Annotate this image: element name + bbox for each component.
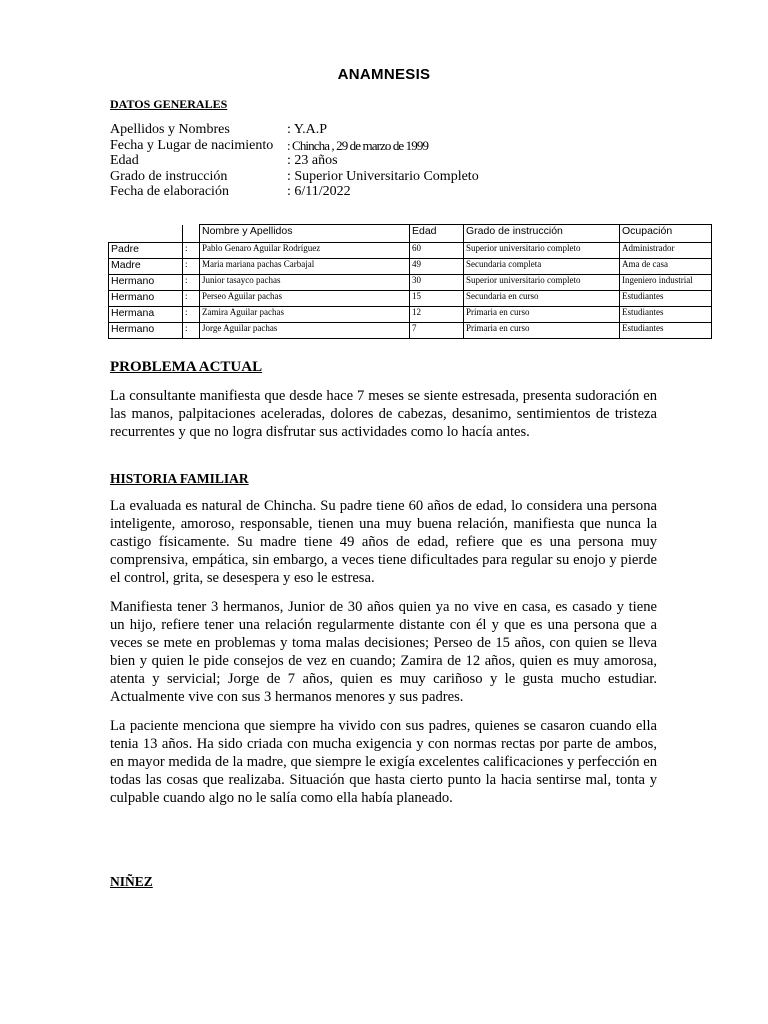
cell-age: 7	[410, 323, 464, 339]
info-label: Fecha de elaboración	[110, 184, 229, 199]
datos-generales-heading: DATOS GENERALES	[110, 97, 228, 111]
info-value: : 23 años	[287, 153, 338, 168]
cell-separator: :	[183, 275, 200, 291]
cell-name: Zamira Aguilar pachas	[200, 307, 410, 323]
table-header-row	[109, 225, 712, 243]
cell-name: Jorge Aguilar pachas	[200, 323, 410, 339]
info-value: : Chincha , 29 de marzo de 1999	[287, 138, 429, 153]
cell-ocupacion: Estudiantes	[620, 307, 712, 323]
cell-ocupacion: Estudiantes	[620, 323, 712, 339]
cell-name: Junior tasayco pachas	[200, 275, 410, 291]
cell-grado: Primaria en curso	[464, 307, 620, 323]
cell-separator: :	[183, 259, 200, 275]
cell-grado: Secundaria en curso	[464, 291, 620, 307]
cell-ocupacion: Estudiantes	[620, 291, 712, 307]
table-blank-cell	[183, 225, 200, 243]
header-nombre: Nombre y Apellidos	[200, 225, 410, 243]
cell-ocupacion: Ingeniero industrial	[620, 275, 712, 291]
header-edad: Edad	[410, 225, 464, 243]
cell-relation: Hermano	[109, 275, 183, 291]
page-title: ANAMNESIS	[337, 66, 431, 83]
cell-separator: :	[183, 323, 200, 339]
cell-grado: Superior universitario completo	[464, 275, 620, 291]
cell-ocupacion: Administrador	[620, 243, 712, 259]
cell-relation: Hermano	[109, 323, 183, 339]
family-table	[108, 224, 712, 339]
cell-name: Pablo Genaro Aguilar Rodríguez	[200, 243, 410, 259]
cell-name: Perseo Aguilar pachas	[200, 291, 410, 307]
info-value: : Y.A.P	[287, 122, 328, 137]
table-row	[109, 291, 712, 307]
info-label: Apellidos y Nombres	[110, 122, 230, 137]
info-label: Edad	[110, 153, 139, 168]
cell-age: 49	[410, 259, 464, 275]
historia-paragraph-2: Manifiesta tener 3 hermanos, Junior de 30 años quien ya no vive en casa, es casado y tiene un hijo, refiere tener una relación regularmente distante con él y que es una persona que a veces se mete en problemas y toma malas decisiones; Perseo de 15 años, con quien se lleva bien y quien le pide consejos de vez en cuando; Zamira de 12 años, quien es muy amorosa, atenta y servicial; Jorge de 7 años, quien es muy cariñoso y le gusta mucho estudiar. Actualmente vive con sus 3 hermanos menores y sus padres.	[110, 599, 657, 705]
cell-relation: Padre	[109, 243, 183, 259]
problema-actual-heading: PROBLEMA ACTUAL	[110, 359, 263, 375]
historia-familiar-heading: HISTORIA FAMILIAR	[110, 471, 249, 486]
table-row	[109, 259, 712, 275]
cell-relation: Hermana	[109, 307, 183, 323]
cell-relation: Hermano	[109, 291, 183, 307]
header-ocupacion: Ocupación	[620, 225, 712, 243]
table-row	[109, 323, 712, 339]
cell-age: 30	[410, 275, 464, 291]
cell-separator: :	[183, 291, 200, 307]
problema-actual-paragraph: La consultante manifiesta que desde hace 7 meses se siente estresada, presenta sudoración en las manos, palpitaciones aceleradas, dolores de cabezas, desanimo, sentimientos de tristeza recurrentes y que no logra disfrutar sus actividades como lo hacía antes.	[110, 388, 657, 440]
cell-age: 15	[410, 291, 464, 307]
table-blank-cell	[109, 225, 183, 243]
cell-age: 60	[410, 243, 464, 259]
cell-grado: Superior universitario completo	[464, 243, 620, 259]
cell-age: 12	[410, 307, 464, 323]
info-label: Grado de instrucción	[110, 169, 228, 184]
cell-relation: Madre	[109, 259, 183, 275]
cell-separator: :	[183, 307, 200, 323]
header-grado: Grado de instrucción	[464, 225, 620, 243]
cell-grado: Secundaria completa	[464, 259, 620, 275]
cell-separator: :	[183, 243, 200, 259]
cell-name: Maria mariana pachas Carbajal	[200, 259, 410, 275]
table-row	[109, 307, 712, 323]
info-label: Fecha y Lugar de nacimiento	[110, 138, 274, 153]
table-row	[109, 275, 712, 291]
table-row	[109, 243, 712, 259]
cell-ocupacion: Ama de casa	[620, 259, 712, 275]
info-value: : 6/11/2022	[287, 184, 351, 199]
historia-paragraph-3: La paciente menciona que siempre ha vivido con sus padres, quienes se casaron cuando ella tenia 13 años. Ha sido criada con mucha exigencia y con normas rectas por parte de ambos, en mayor medida de la madre, que siempre le exigía excelentes calificaciones y perfección en todas las cosas que realizaba. Situación que hasta cierto punto la hacia sentirse mal, tonta y culpable cuando algo no le salía como ella había planeado.	[110, 718, 657, 806]
ninez-heading: NIÑEZ	[110, 874, 153, 889]
info-value: : Superior Universitario Completo	[287, 169, 479, 184]
cell-grado: Primaria en curso	[464, 323, 620, 339]
historia-paragraph-1: La evaluada es natural de Chincha. Su padre tiene 60 años de edad, lo considera una persona inteligente, amoroso, responsable, tienen una muy buena relación, manifiesta que nunca la castigo físicamente. Su madre tiene 49 años de edad, refiere que es una persona muy comprensiva, empática, sin embargo, a veces tiene dificultades para regular su enojo y pierde el control, grita, se desespera y eso le estresa.	[110, 498, 657, 586]
